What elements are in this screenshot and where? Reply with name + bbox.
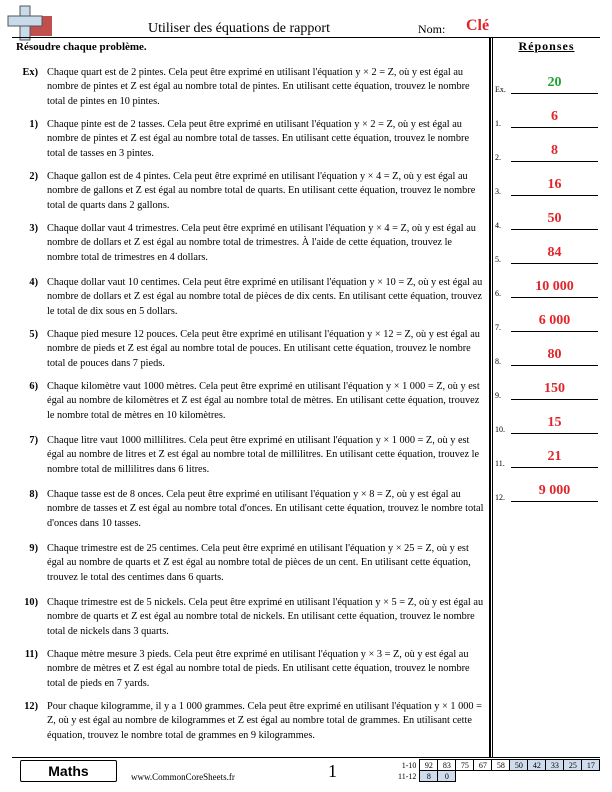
answer-line	[511, 263, 598, 264]
site-url: www.CommonCoreSheets.fr	[131, 772, 235, 782]
problem-text: Chaque pinte est de 2 tasses. Cela peut être exprimé en utilisant l'équation y × 2 = Z, où y est égal au nombre de pintes et Z est égal au nombre total de tasses. En utilisant cette équation, trouvez le nombre total de tasses en 3 pintes.	[47, 119, 470, 159]
answer-row	[495, 448, 600, 468]
answer-line	[511, 127, 598, 128]
problem-number: 6)	[29, 381, 38, 392]
score-cell: 75	[456, 760, 474, 771]
page-title: Utiliser des équations de rapport	[148, 21, 330, 36]
answer-label: 1.	[495, 119, 501, 128]
answer-line	[511, 501, 598, 502]
problem-text: Chaque mètre mesure 3 pieds. Cela peut être exprimé en utilisant l'équation y × 3 = Z, où y est égal au nombre de mètres et Z est égal au nombre total de pieds. En utilisant cette équation, trouvez le nombre total de pieds en 7 yards.	[47, 649, 470, 689]
problem-text: Chaque gallon est de 4 pintes. Cela peut être exprimé en utilisant l'équation y × 4 = Z, où y est égal au nombre de gallons et Z est égal au nombre total de quarts. En utilisant cette équation, trouvez le nombre total de quarts dans 2 gallons.	[47, 171, 476, 211]
problem-number: 3)	[29, 223, 38, 234]
answer-value: 6	[551, 109, 558, 124]
answer-line	[511, 331, 598, 332]
answer-value: 21	[547, 449, 562, 464]
answer-line	[511, 195, 598, 196]
score-cell: 50	[510, 760, 528, 771]
answer-value: 80	[547, 347, 562, 362]
problem-text: Pour chaque kilogramme, il y a 1 000 grammes. Cela peut être exprimé en utilisant l'équation y × 1 000 = Z, où y est égal au nombre de kilogrammes et Z est égal au nombre total de grammes. En utilisant cette équation, trouvez le nombre total de grammes en 9 kilogrammes.	[47, 701, 482, 741]
answer-label: 5.	[495, 255, 501, 264]
score-cell: 25	[564, 760, 582, 771]
problem-text: Chaque trimestre est de 25 centimes. Cela peut être exprimé en utilisant l'équation y × 25 = Z, où y est égal au nombre de quarts et Z est égal au nombre total de pièces de un cent. En utilisant cette équation, trouvez le total des centimes dans 6 quarts.	[47, 543, 471, 583]
answer-row	[495, 176, 600, 196]
name-value: Clé	[466, 17, 490, 34]
answer-row	[495, 312, 600, 332]
answer-row	[495, 142, 600, 162]
score-cell: 92	[420, 760, 438, 771]
answer-row	[495, 278, 600, 298]
problem-number: 11)	[24, 649, 38, 660]
answer-value: 8	[551, 143, 558, 158]
answer-value: 50	[547, 211, 562, 226]
answer-line	[511, 365, 598, 366]
answer-label: 2.	[495, 153, 501, 162]
score-cell: 83	[438, 760, 456, 771]
answer-row	[495, 74, 600, 94]
answer-value: 84	[547, 245, 562, 260]
problem-text: Chaque kilomètre vaut 1000 mètres. Cela peut être exprimé en utilisant l'équation y × 1 000 = Z, où y est égal au nombre de kilomètres et Z est égal au nombre total de mètres. En utilisant cette équation, trouvez le nombre total de mètres en 10 kilomètres.	[47, 381, 480, 421]
answer-row	[495, 346, 600, 366]
problem-number: 12)	[24, 701, 38, 712]
answer-label: 8.	[495, 357, 501, 366]
subject-badge: Maths	[20, 760, 117, 782]
answer-value: 150	[544, 381, 565, 396]
answer-line	[511, 297, 598, 298]
problem-text: Chaque quart est de 2 pintes. Cela peut être exprimé en utilisant l'équation y × 2 = Z, où y est égal au nombre de pintes et Z est égal au nombre total de pintes. En utilisant cette équation, trouvez le nombre total de pintes en 10 pintes.	[47, 67, 470, 107]
problem-number: 9)	[29, 543, 38, 554]
answer-value: 16	[547, 177, 562, 192]
answer-value: 6 000	[538, 313, 571, 328]
answer-line	[511, 433, 598, 434]
problem-text: Chaque pied mesure 12 pouces. Cela peut être exprimé en utilisant l'équation y × 12 = Z, où y est égal au nombre de pieds et Z est égal au nombre total de pouces. En utilisant cette équation, trouvez le nombre total de pouces dans 7 pieds.	[47, 329, 480, 369]
answer-row	[495, 482, 600, 502]
answer-label: 10.	[495, 425, 505, 434]
score-cell: 0	[438, 771, 456, 782]
answer-label: 6.	[495, 289, 501, 298]
answer-label: 4.	[495, 221, 501, 230]
problem-number: 1)	[29, 119, 38, 130]
score-range: 1-10	[401, 760, 417, 770]
answers-divider-inner	[492, 37, 493, 757]
score-cell: 42	[528, 760, 546, 771]
answers-divider	[490, 37, 491, 757]
instructions: Résoudre chaque problème.	[16, 41, 147, 53]
problem-text: Chaque tasse est de 8 onces. Cela peut être exprimé en utilisant l'équation y × 8 = Z, où y est égal au nombre de tasses et Z est égal au nombre total d'onces. En utilisant cette équation, trouvez le nombre total d'onces dans 10 tasses.	[47, 489, 484, 529]
problem-number: 10)	[24, 597, 38, 608]
answer-label: 11.	[495, 459, 505, 468]
answer-line	[511, 161, 598, 162]
answer-line	[511, 399, 598, 400]
answer-label: 9.	[495, 391, 501, 400]
answer-value: 9 000	[538, 483, 571, 498]
score-table	[396, 759, 600, 782]
answer-row	[495, 414, 600, 434]
answer-label: Ex.	[495, 85, 506, 94]
name-label: Nom:	[418, 22, 446, 36]
problem-text: Chaque dollar vaut 4 trimestres. Cela peut être exprimé en utilisant l'équation y × 4 = Z, où y est égal au nombre de dollars et Z est égal au nombre total de trimestres. À l'aide de cette équation, trouvez le nombre total de trimestres en 4 dollars.	[47, 223, 476, 263]
problem-number: 7)	[29, 435, 38, 446]
answers-title: Réponses	[518, 39, 575, 53]
problem-number: 2)	[29, 171, 38, 182]
answer-line	[511, 229, 598, 230]
answer-value: 15	[547, 415, 562, 430]
answer-line	[511, 93, 598, 94]
score-cell: 58	[492, 760, 510, 771]
score-cell: 33	[546, 760, 564, 771]
score-cell: 67	[474, 760, 492, 771]
problem-number: Ex)	[22, 67, 38, 78]
score-range: 11-12	[398, 771, 417, 781]
score-row	[396, 771, 600, 782]
answer-label: 7.	[495, 323, 501, 332]
answer-row	[495, 210, 600, 230]
score-cell: 8	[420, 771, 438, 782]
score-cell: 17	[582, 760, 600, 771]
problem-number: 5)	[29, 329, 38, 340]
page-number: 1	[328, 761, 337, 781]
answer-value: 10 000	[535, 279, 574, 294]
score-row	[396, 760, 600, 771]
problem-text: Chaque dollar vaut 10 centimes. Cela peut être exprimé en utilisant l'équation y × 10 = Z, où y est égal au nombre de dollars et Z est égal au nombre total de pièces de dix cents. En utilisant cette équation, trouvez le total de dix sous en 5 dollars.	[47, 277, 483, 317]
answer-row	[495, 108, 600, 128]
answer-row	[495, 380, 600, 400]
problem-text: Chaque trimestre est de 5 nickels. Cela peut être exprimé en utilisant l'équation y × 5 = Z, où y est égal au nombre de quarts et Z est égal au nombre total de nickels. En utilisant cette équation, trouvez le nombre total de nickels dans 3 quarts.	[47, 597, 484, 637]
answer-row	[495, 244, 600, 264]
answer-label: 3.	[495, 187, 501, 196]
answer-label: 12.	[495, 493, 505, 502]
answer-value: 20	[547, 75, 562, 90]
problem-number: 4)	[29, 277, 38, 288]
problem-text: Chaque litre vaut 1000 millilitres. Cela peut être exprimé en utilisant l'équation y × 1 000 = Z, où y est égal au nombre de litres et Z est égal au nombre total de millilitres. En utilisant cette équation, trouvez le nombre total de millilitres dans 6 litres.	[47, 435, 480, 475]
problem-number: 8)	[29, 489, 38, 500]
answer-line	[511, 467, 598, 468]
